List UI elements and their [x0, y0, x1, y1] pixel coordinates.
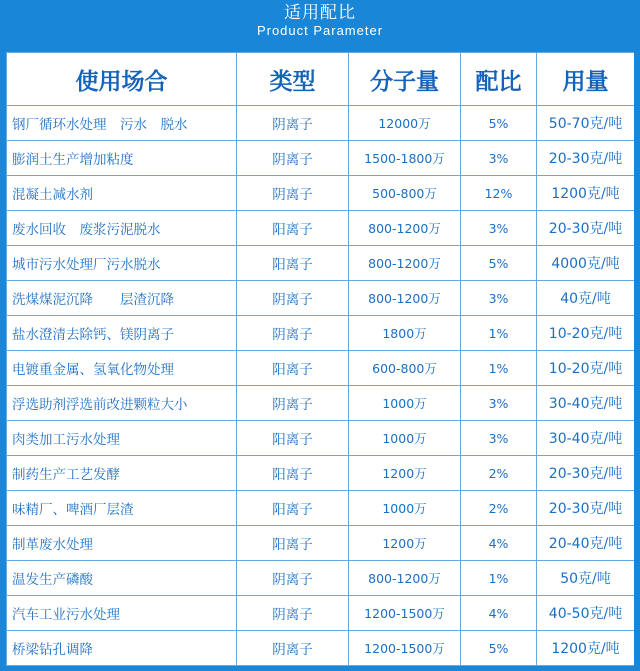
cell-usage: 钢厂循环水处理 污水 脱水	[7, 106, 237, 141]
cell-type: 阴离子	[237, 316, 349, 351]
cell-ratio: 1%	[461, 561, 537, 596]
cell-usage: 盐水澄清去除钙、镁阴离子	[7, 316, 237, 351]
cell-type: 阳离子	[237, 491, 349, 526]
cell-usage: 制药生产工艺发酵	[7, 456, 237, 491]
cell-type: 阴离子	[237, 561, 349, 596]
parameter-table-container	[6, 52, 634, 666]
cell-type: 阳离子	[237, 456, 349, 491]
table-row	[7, 421, 635, 456]
cell-type: 阳离子	[237, 526, 349, 561]
cell-usage: 肉类加工污水处理	[7, 421, 237, 456]
header	[0, 0, 640, 44]
cell-ratio: 12%	[461, 176, 537, 211]
table-row	[7, 596, 635, 631]
cell-ratio: 4%	[461, 596, 537, 631]
cell-ratio: 3%	[461, 211, 537, 246]
cell-usage: 味精厂、啤酒厂层渣	[7, 491, 237, 526]
column-header-usage: 使用场合	[7, 53, 237, 106]
cell-dosage: 20-30克/吨	[537, 211, 635, 246]
cell-type: 阴离子	[237, 386, 349, 421]
cell-dosage: 20-30克/吨	[537, 141, 635, 176]
page-title: 适用配比	[284, 3, 356, 23]
cell-molecular-weight: 1200-1500万	[349, 596, 461, 631]
cell-dosage: 20-30克/吨	[537, 456, 635, 491]
cell-usage: 洗煤煤泥沉降 层渣沉降	[7, 281, 237, 316]
cell-molecular-weight: 1800万	[349, 316, 461, 351]
table-row	[7, 526, 635, 561]
cell-dosage: 50克/吨	[537, 561, 635, 596]
cell-dosage: 30-40克/吨	[537, 386, 635, 421]
cell-ratio: 1%	[461, 316, 537, 351]
cell-molecular-weight: 1000万	[349, 491, 461, 526]
cell-dosage: 10-20克/吨	[537, 316, 635, 351]
cell-molecular-weight: 800-1200万	[349, 211, 461, 246]
table-row	[7, 316, 635, 351]
table-row	[7, 281, 635, 316]
table-row	[7, 491, 635, 526]
cell-dosage: 40克/吨	[537, 281, 635, 316]
table-row	[7, 211, 635, 246]
column-header-ratio: 配比	[461, 53, 537, 106]
cell-molecular-weight: 1000万	[349, 421, 461, 456]
table-row	[7, 141, 635, 176]
table-row	[7, 386, 635, 421]
cell-usage: 混凝土减水剂	[7, 176, 237, 211]
cell-type: 阴离子	[237, 106, 349, 141]
cell-ratio: 4%	[461, 526, 537, 561]
cell-type: 阴离子	[237, 631, 349, 666]
cell-ratio: 5%	[461, 246, 537, 281]
column-header-dosage: 用量	[537, 53, 635, 106]
cell-dosage: 10-20克/吨	[537, 351, 635, 386]
cell-dosage: 4000克/吨	[537, 246, 635, 281]
cell-ratio: 3%	[461, 281, 537, 316]
cell-usage: 城市污水处理厂污水脱水	[7, 246, 237, 281]
table-row	[7, 351, 635, 386]
cell-type: 阳离子	[237, 246, 349, 281]
table-row	[7, 456, 635, 491]
table-row	[7, 106, 635, 141]
cell-type: 阴离子	[237, 281, 349, 316]
cell-type: 阴离子	[237, 176, 349, 211]
column-header-molecular-weight: 分子量	[349, 53, 461, 106]
cell-molecular-weight: 800-1200万	[349, 561, 461, 596]
cell-ratio: 5%	[461, 106, 537, 141]
cell-ratio: 1%	[461, 351, 537, 386]
table-row	[7, 176, 635, 211]
cell-ratio: 5%	[461, 631, 537, 666]
cell-usage: 温发生产磷酸	[7, 561, 237, 596]
cell-molecular-weight: 1200万	[349, 456, 461, 491]
cell-ratio: 2%	[461, 491, 537, 526]
cell-usage: 膨润土生产增加粘度	[7, 141, 237, 176]
cell-molecular-weight: 12000万	[349, 106, 461, 141]
cell-usage: 浮选助剂浮选前改进颗粒大小	[7, 386, 237, 421]
cell-usage: 废水回收 废浆污泥脱水	[7, 211, 237, 246]
cell-usage: 桥梁钻孔调降	[7, 631, 237, 666]
cell-type: 阴离子	[237, 141, 349, 176]
cell-molecular-weight: 1500-1800万	[349, 141, 461, 176]
cell-ratio: 3%	[461, 421, 537, 456]
cell-molecular-weight: 500-800万	[349, 176, 461, 211]
table-header-row	[7, 53, 635, 106]
cell-molecular-weight: 1200-1500万	[349, 631, 461, 666]
cell-molecular-weight: 1200万	[349, 526, 461, 561]
parameter-table	[6, 52, 634, 666]
table-row	[7, 561, 635, 596]
cell-dosage: 1200克/吨	[537, 176, 635, 211]
table-row	[7, 631, 635, 666]
page-subtitle: Product Parameter	[256, 23, 384, 38]
cell-dosage: 40-50克/吨	[537, 596, 635, 631]
cell-molecular-weight: 600-800万	[349, 351, 461, 386]
cell-dosage: 50-70克/吨	[537, 106, 635, 141]
cell-ratio: 2%	[461, 456, 537, 491]
cell-usage: 电镀重金属、氢氧化物处理	[7, 351, 237, 386]
cell-dosage: 20-30克/吨	[537, 491, 635, 526]
cell-type: 阴离子	[237, 596, 349, 631]
cell-type: 阳离子	[237, 421, 349, 456]
cell-usage: 制革废水处理	[7, 526, 237, 561]
cell-dosage: 30-40克/吨	[537, 421, 635, 456]
table-row	[7, 246, 635, 281]
column-header-type: 类型	[237, 53, 349, 106]
cell-dosage: 20-40克/吨	[537, 526, 635, 561]
cell-molecular-weight: 800-1200万	[349, 281, 461, 316]
cell-usage: 汽车工业污水处理	[7, 596, 237, 631]
cell-dosage: 1200克/吨	[537, 631, 635, 666]
cell-type: 阳离子	[237, 351, 349, 386]
cell-molecular-weight: 800-1200万	[349, 246, 461, 281]
cell-ratio: 3%	[461, 386, 537, 421]
cell-ratio: 3%	[461, 141, 537, 176]
cell-molecular-weight: 1000万	[349, 386, 461, 421]
cell-type: 阳离子	[237, 211, 349, 246]
